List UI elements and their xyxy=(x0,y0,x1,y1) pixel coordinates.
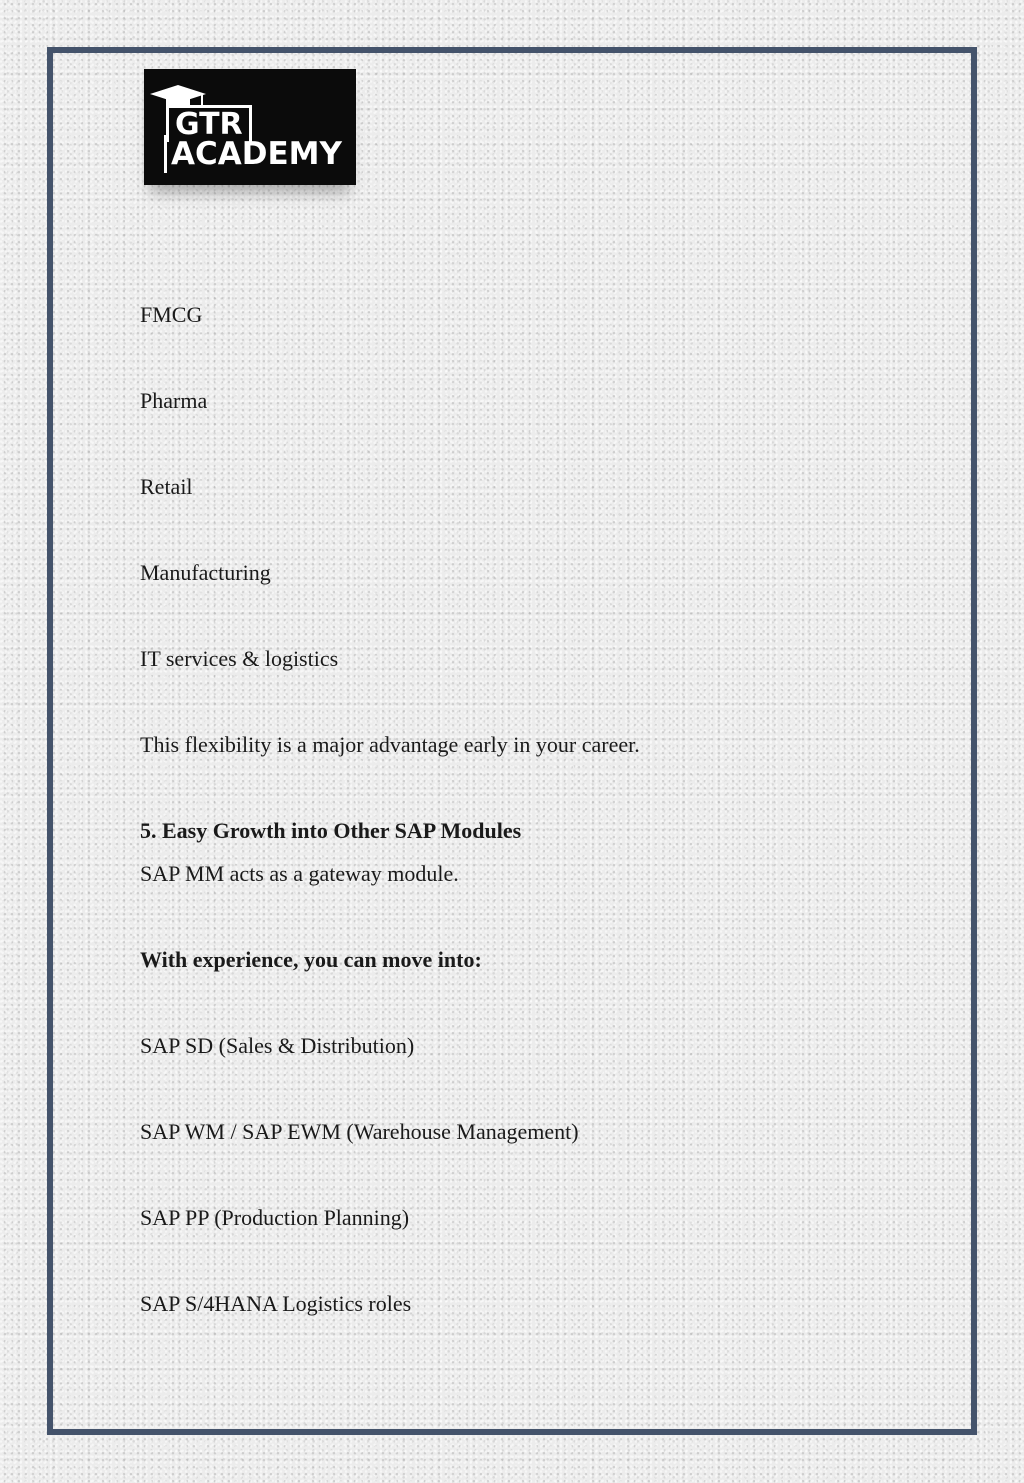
logo-text-gtr: GTR xyxy=(166,105,252,142)
gtr-academy-logo xyxy=(144,69,356,185)
industry-item: Manufacturing xyxy=(140,560,271,585)
module-item: SAP WM / SAP EWM (Warehouse Management) xyxy=(140,1119,579,1144)
section-heading: 5. Easy Growth into Other SAP Modules xyxy=(140,818,522,843)
module-item: SAP S/4HANA Logistics roles xyxy=(140,1291,412,1316)
flexibility-note: This flexibility is a major advantage early in your career. xyxy=(140,732,640,757)
module-item: SAP SD (Sales & Distribution) xyxy=(140,1033,415,1058)
module-item: SAP PP (Production Planning) xyxy=(140,1205,410,1230)
industry-item: Retail xyxy=(140,474,193,499)
industry-item: FMCG xyxy=(140,302,203,327)
section-intro: SAP MM acts as a gateway module. xyxy=(140,861,459,886)
industry-item: IT services & logistics xyxy=(140,646,339,671)
section-subheading: With experience, you can move into: xyxy=(140,947,482,972)
industry-item: Pharma xyxy=(140,388,208,413)
logo-text-academy: ACADEMY xyxy=(164,135,342,173)
